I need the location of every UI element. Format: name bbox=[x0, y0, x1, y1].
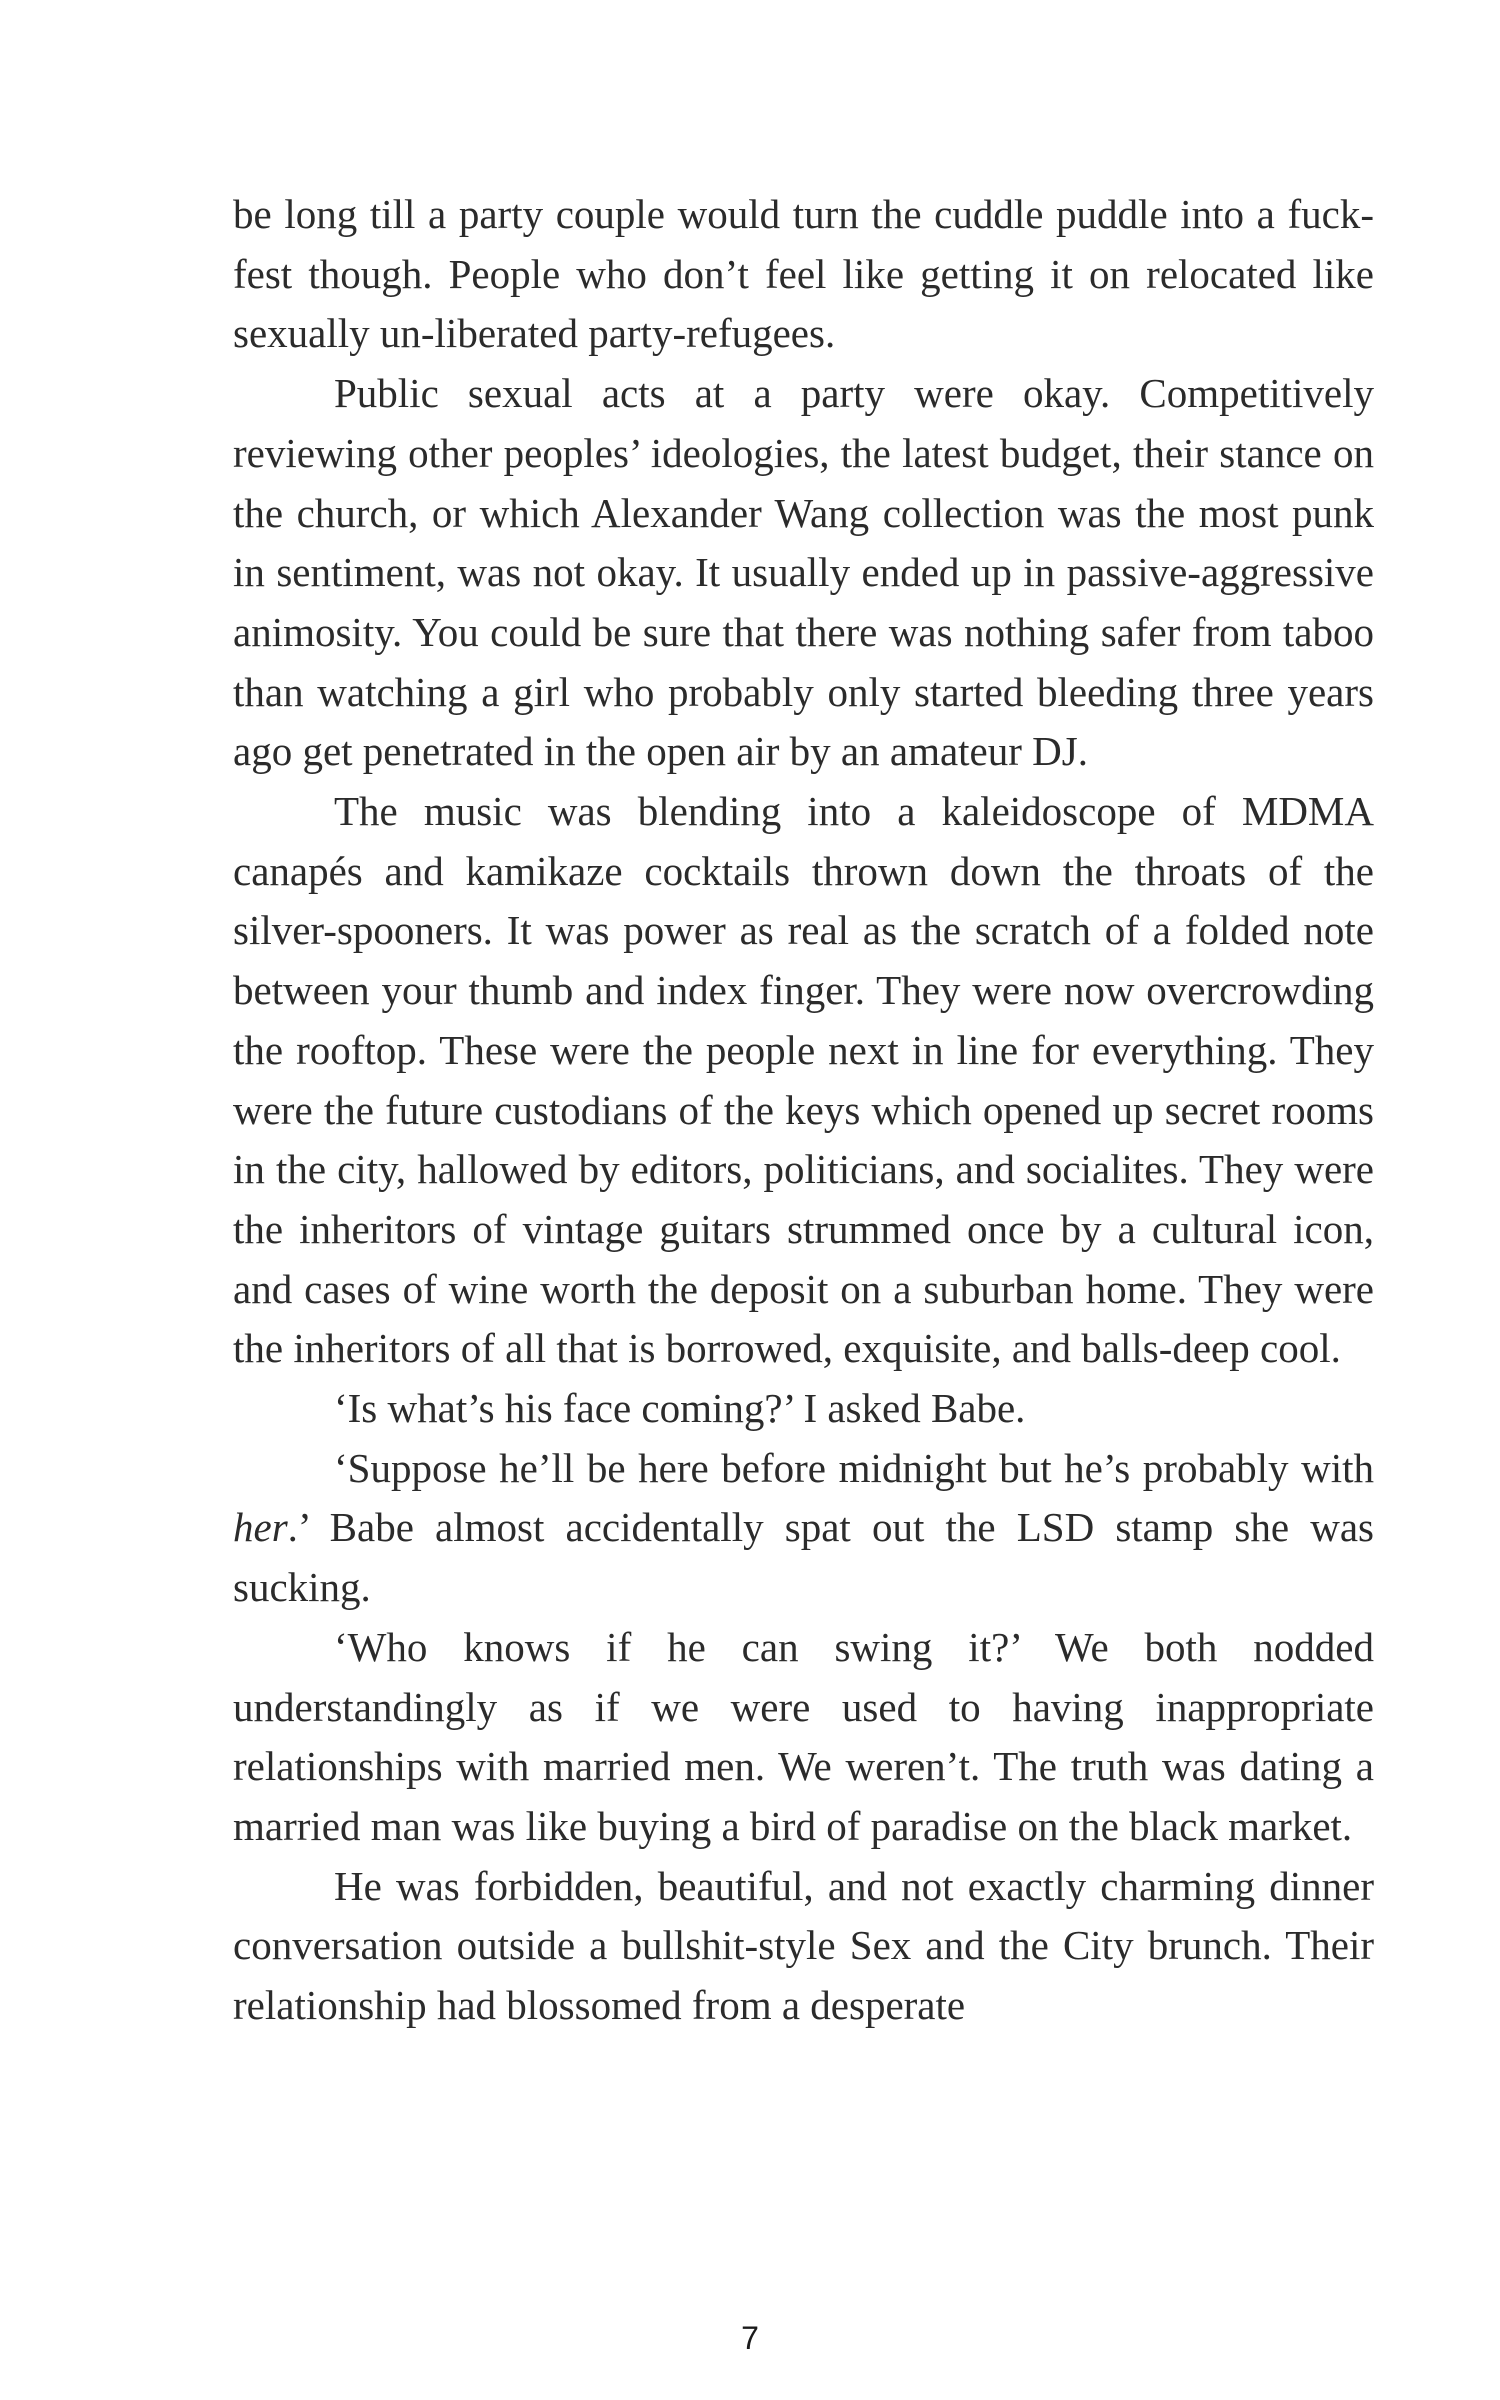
paragraph bbox=[233, 1379, 1374, 1439]
paragraph-text: ‘Is what’s his face coming?’ I asked Babe. bbox=[334, 1385, 1026, 1432]
italic-text: her bbox=[233, 1504, 288, 1551]
paragraph-text: ‘Suppose he’ll be here before midnight but he’s probably with bbox=[334, 1444, 1374, 1491]
paragraph-text: be long till a party couple would turn the cuddle puddle into a fuck-fest though. People who don’t feel like getting it on relocated like sexually un-liberated party-refugees. bbox=[233, 191, 1374, 357]
paragraph bbox=[233, 782, 1374, 1379]
paragraph bbox=[233, 1857, 1374, 2036]
paragraph-text: The music was blending into a kaleidoscope of MDMA canapés and kamikaze cocktails thrown down the throats of the silver-spooners. It was power as real as the scratch of a folded note between your thumb and index finger. They were now overcrowding the rooftop. These were the people next in line for everything. They were the future custodians of the keys which opened up secret rooms in the city, hallowed by editors, politicians, and socialites. They were the inheritors of vintage guitars strummed once by a cultural icon, and cases of wine worth the deposit on a suburban home. They were the inheritors of all that is borrowed, exquisite, and balls-deep cool. bbox=[233, 788, 1374, 1372]
paragraph-text: Public sexual acts at a party were okay. Competitively reviewing other peoples’ ideologies, the latest budget, their stance on the church, or which Alexander Wang collection was the most punk in sentiment, was not okay. It usually ended up in passive-aggressive animosity. You could be sure that there was nothing safer from taboo than watching a girl who probably only started bleeding three years ago get penetrated in the open air by an amateur DJ. bbox=[233, 370, 1374, 775]
paragraph-text: ‘Who knows if he can swing it?’ We both nodded understandingly as if we were used to having inappropriate relationships with married men. We weren’t. The truth was dating a married man was like buying a bird of paradise on the black market. bbox=[233, 1623, 1374, 1849]
page-number: 7 bbox=[741, 2320, 759, 2356]
paragraph bbox=[233, 1618, 1374, 1857]
paragraph bbox=[233, 185, 1374, 364]
paragraph bbox=[233, 364, 1374, 782]
body-text bbox=[233, 185, 1374, 2036]
paragraph-text: He was forbidden, beautiful, and not exactly charming dinner conversation outside a bullshit-style Sex and the City brunch. Their relationship had blossomed from a desperate bbox=[233, 1862, 1374, 2029]
paragraph-text: .’ Babe almost accidentally spat out the LSD stamp she was sucking. bbox=[233, 1504, 1374, 1611]
paragraph bbox=[233, 1439, 1374, 1618]
